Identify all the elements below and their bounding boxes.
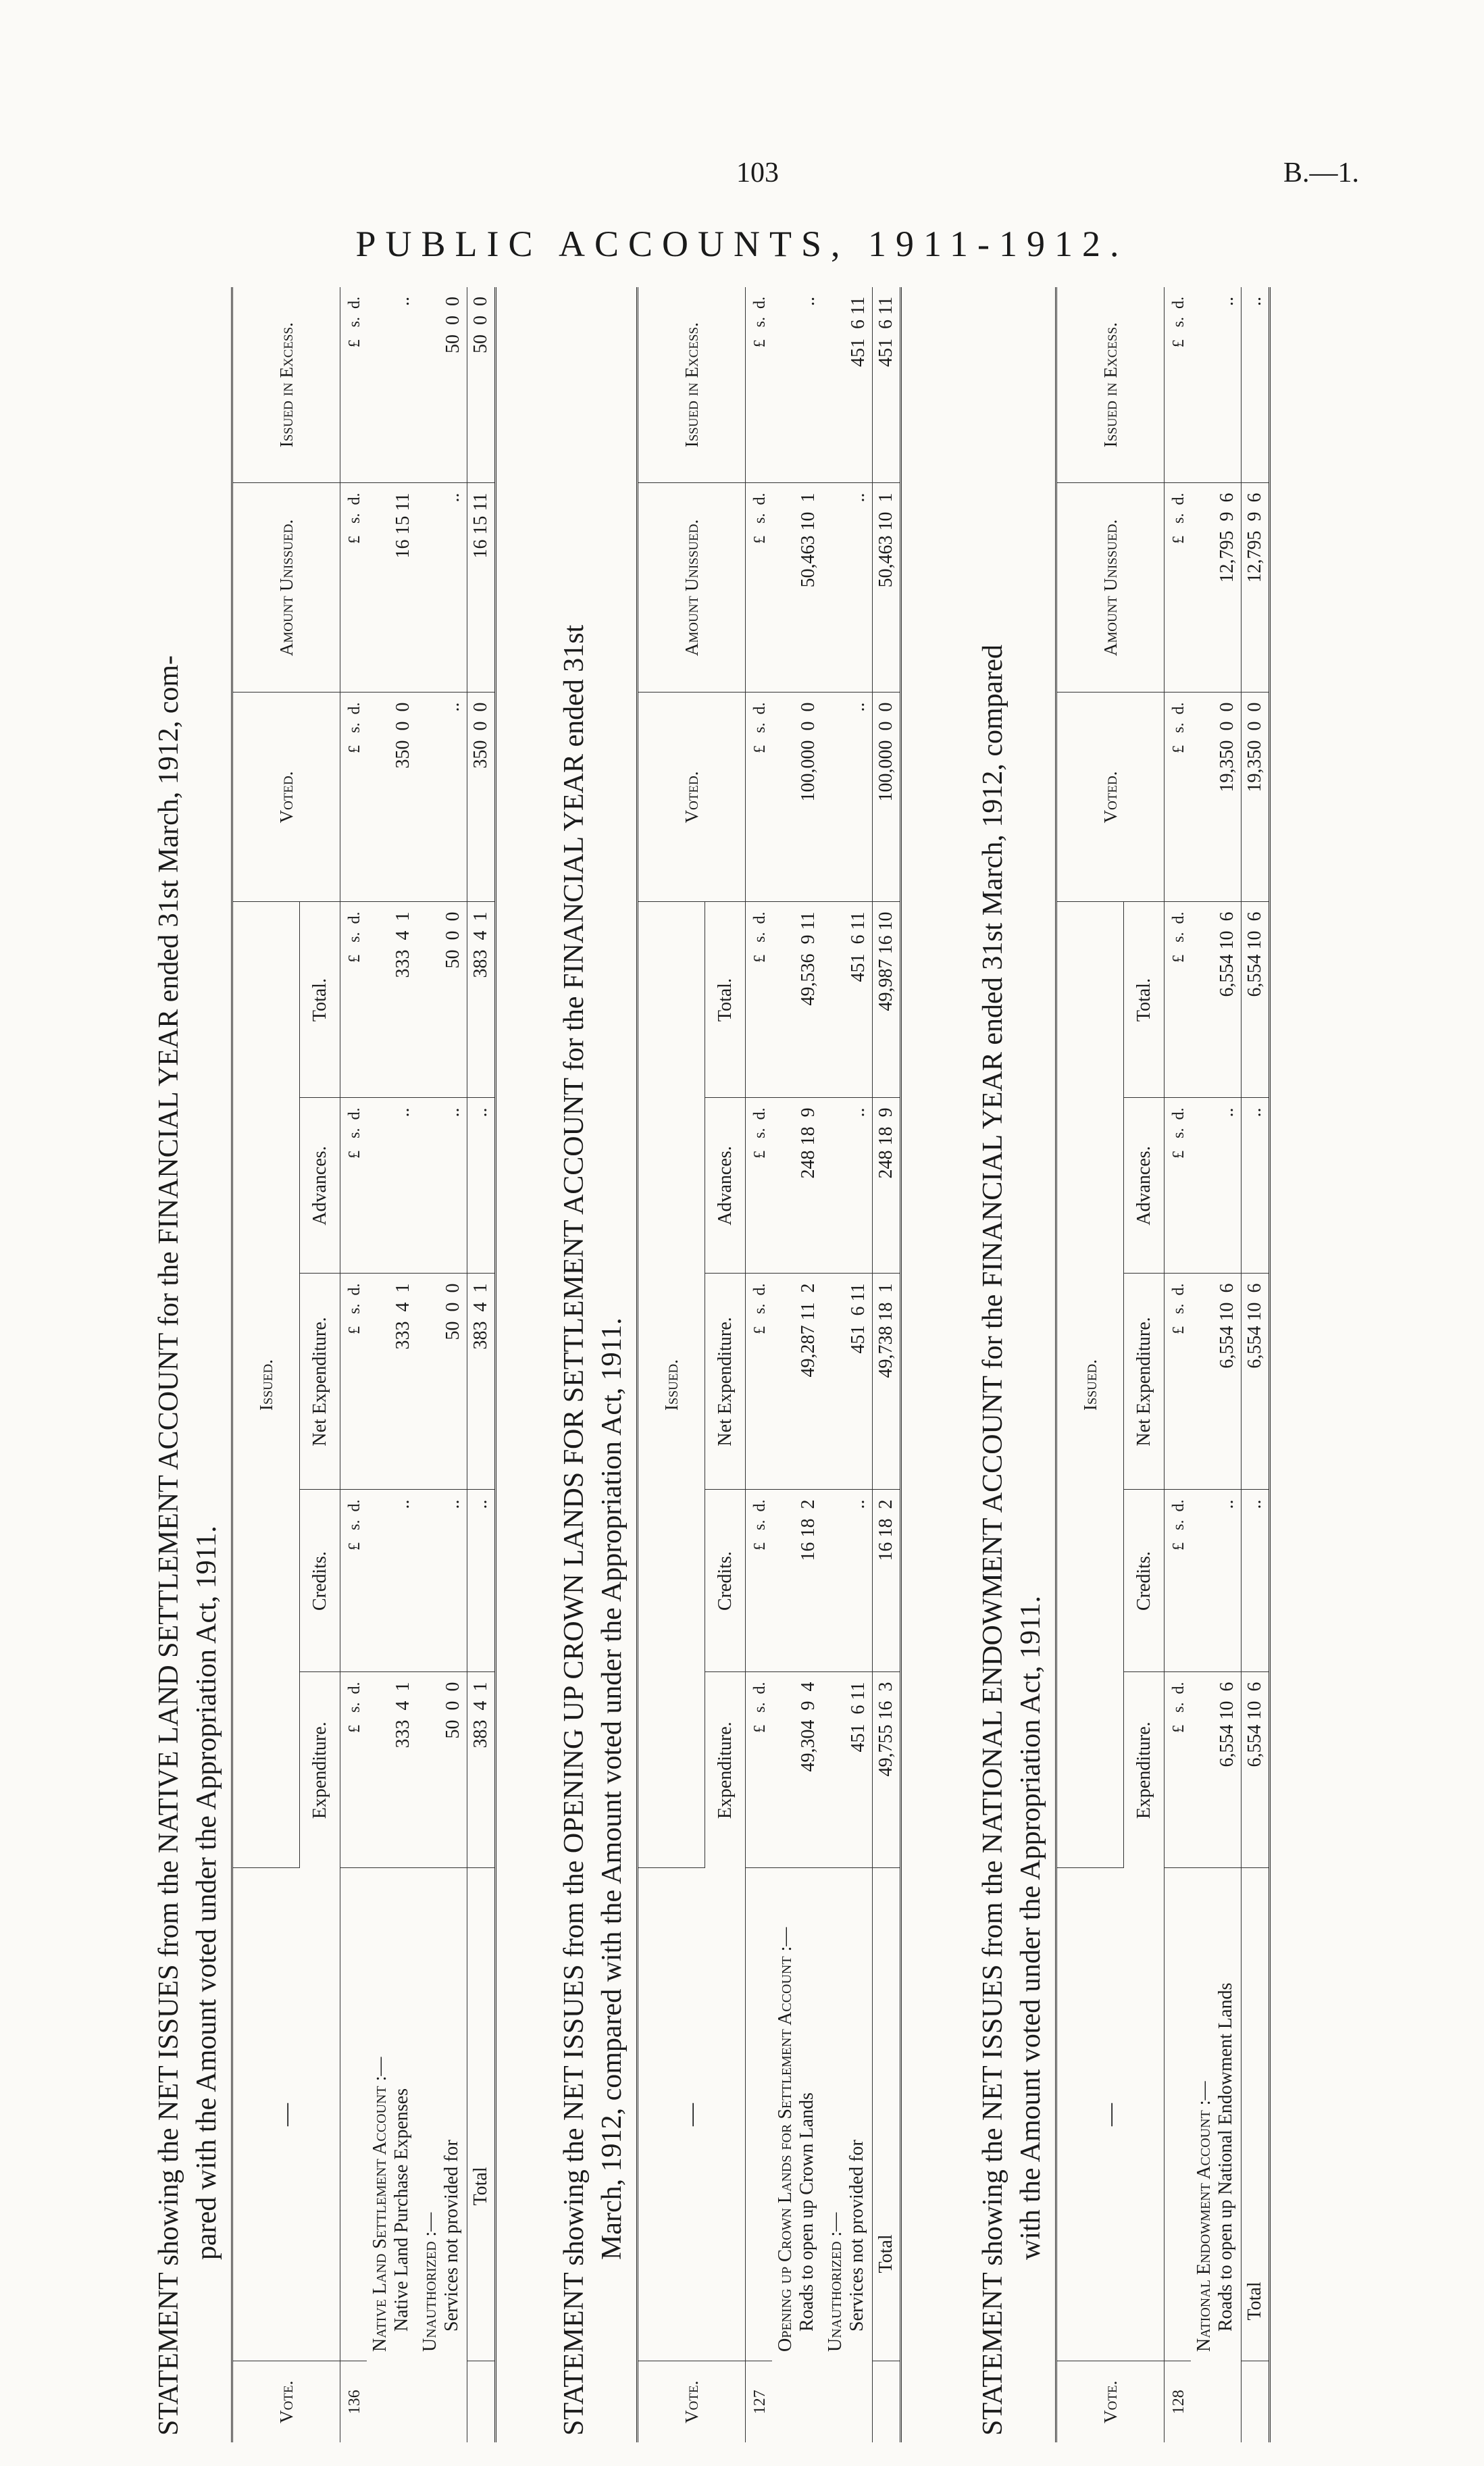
cell-credits: .. [467,1490,496,1672]
col-voted: Voted. [1056,693,1165,902]
col-vote: Vote. [232,2361,340,2442]
total-label: Total [467,1868,496,2361]
cell-credits: 16 18 2 [772,1490,822,1672]
cell-net-expenditure: 50 0 0 [417,1274,467,1490]
units-label: £ s. d. [340,1274,367,1490]
units-label: £ s. d. [1165,902,1192,1098]
cell-voted: 100,000 0 0 [873,693,901,902]
col-advances: Advances. [300,1098,340,1274]
col-credits: Credits. [300,1490,340,1672]
cell-amount-unissued: .. [417,483,467,693]
statement-title [150,260,226,2442]
col-total: Total. [300,902,340,1098]
col-expenditure: Expenditure. [300,1672,340,1868]
cell-advances: 248 18 9 [772,1098,822,1274]
row-heading: Opening up Crown Lands for Settlement Account :— [775,1927,796,2352]
cell-voted: 350 0 0 [367,693,417,902]
cell-expenditure: 49,755 16 3 [873,1672,901,1868]
units-label: £ s. d. [1165,483,1192,693]
statement-title-line2: March, 1912, compared with the Amount voted under the Appropriation Act, 1911. [596,1317,628,2260]
cell-voted: 100,000 0 0 [772,693,822,902]
cell-credits: .. [1191,1490,1242,1672]
vote-number: 127 [751,2390,769,2415]
col-issued-in-excess: Issued in Excess. [1056,287,1165,483]
cell-advances: .. [1242,1098,1270,1274]
cell-net-expenditure: 49,738 18 1 [873,1274,901,1490]
table-row [1191,287,1242,2442]
cell-expenditure: 451 6 11 [822,1672,873,1868]
col-voted: Voted. [638,693,746,902]
cell-net-expenditure: 49,287 11 2 [772,1274,822,1490]
cell-total: 6,554 10 6 [1242,902,1270,1098]
cell-voted: 19,350 0 0 [1191,693,1242,902]
statement-title-line1: STATEMENT showing the NET ISSUES from the NATIVE LAND SETTLEMENT ACCOUNT for the FINANCIAL YEAR ended 31st March, 1912, com- [153,655,184,2436]
total-row [467,287,496,2442]
col-description: — [1056,1868,1165,2361]
statement-title-line2: pared with the Amount voted under the Appropriation Act, 1911. [191,1526,222,2260]
cell-expenditure: 50 0 0 [417,1672,467,1868]
cell-net-expenditure: 333 4 1 [367,1274,417,1490]
row-heading: National Endowment Account :— [1194,2081,1214,2352]
statement-native-land-settlement [150,260,491,2442]
statement-title [974,260,1050,2442]
cell-advances: 248 18 9 [873,1098,901,1274]
col-description: — [638,1868,746,2361]
col-issued: Issued. [638,902,705,1868]
cell-total: 333 4 1 [367,902,417,1098]
col-credits: Credits. [1124,1490,1165,1672]
total-row [1242,287,1270,2442]
col-voted: Voted. [232,693,340,902]
cell-issued-in-excess: 451 6 11 [873,287,901,483]
table-row [417,287,467,2442]
page-number: 103 [736,157,779,188]
col-amount-unissued: Amount Unissued. [232,483,340,693]
statement-table [231,287,496,2442]
col-net-expenditure: Net Expenditure. [1124,1274,1165,1490]
units-label: £ s. d. [340,1672,367,1868]
cell-advances: .. [467,1098,496,1274]
cell-total: 50 0 0 [417,902,467,1098]
cell-credits: .. [822,1490,873,1672]
total-label: Total [873,1868,901,2361]
cell-total: 49,987 16 10 [873,902,901,1098]
cell-total: 6,554 10 6 [1191,902,1242,1098]
row-heading: Native Land Settlement Account :— [369,2057,390,2352]
cell-amount-unissued: .. [822,483,873,693]
units-label: £ s. d. [340,483,367,693]
units-label: £ s. d. [746,1490,773,1672]
col-expenditure: Expenditure. [1124,1672,1165,1868]
cell-advances: .. [367,1098,417,1274]
units-label: £ s. d. [1165,693,1192,902]
cell-net-expenditure: 6,554 10 6 [1242,1274,1270,1490]
cell-net-expenditure: 451 6 11 [822,1274,873,1490]
cell-total: 451 6 11 [822,902,873,1098]
cell-expenditure: 333 4 1 [367,1672,417,1868]
cell-issued-in-excess: 451 6 11 [822,287,873,483]
statement-table [1055,287,1271,2442]
units-label: £ s. d. [746,1672,773,1868]
row-label: Roads to open up Crown Lands [796,2092,817,2332]
cell-issued-in-excess: .. [1242,287,1270,483]
units-label: £ s. d. [746,1274,773,1490]
col-amount-unissued: Amount Unissued. [1056,483,1165,693]
col-issued: Issued. [232,902,300,1868]
statement-national-endowment [974,260,1265,2442]
statement-title-line2: with the Amount voted under the Appropriation Act, 1911. [1015,1596,1046,2260]
cell-issued-in-excess: .. [1191,287,1242,483]
statement-opening-up-crown-lands [555,260,896,2442]
vote-number: 136 [346,2390,363,2415]
cell-issued-in-excess: 50 0 0 [467,287,496,483]
units-label: £ s. d. [1165,287,1192,483]
col-issued-in-excess: Issued in Excess. [232,287,340,483]
cell-amount-unissued: 12,795 9 6 [1242,483,1270,693]
cell-total: 383 4 1 [467,902,496,1098]
statement-title-line1: STATEMENT showing the NET ISSUES from the NATIONAL ENDOWMENT ACCOUNT for the FINANCIAL YEAR ended 31st March, 1912, compared [977,645,1008,2436]
row-label: Native Land Purchase Expenses [391,2088,412,2332]
cell-amount-unissued: 16 15 11 [467,483,496,693]
statement-title-line1: STATEMENT showing the NET ISSUES from the OPENING UP CROWN LANDS FOR SETTLEMENT ACCOUNT for the FINANCIAL YEAR ended 31st [559,624,590,2436]
col-vote: Vote. [1056,2361,1165,2442]
cell-expenditure: 6,554 10 6 [1242,1672,1270,1868]
cell-net-expenditure: 6,554 10 6 [1191,1274,1242,1490]
cell-credits: .. [1242,1490,1270,1672]
table-row [822,287,873,2442]
statement-title [555,260,631,2442]
units-label: £ s. d. [340,902,367,1098]
cell-amount-unissued: 50,463 10 1 [772,483,822,693]
rotated-statements [150,260,1352,2442]
total-row [873,287,901,2442]
row-heading: Unauthorized :— [825,2212,846,2352]
col-expenditure: Expenditure. [705,1672,746,1868]
units-label: £ s. d. [746,287,773,483]
cell-advances: .. [1191,1098,1242,1274]
units-label: £ s. d. [1165,1098,1192,1274]
cell-issued-in-excess: .. [367,287,417,483]
statement-table [636,287,902,2442]
cell-advances: .. [822,1098,873,1274]
col-total: Total. [1124,902,1165,1098]
cell-issued-in-excess: .. [772,287,822,483]
cell-amount-unissued: 50,463 10 1 [873,483,901,693]
units-label: £ s. d. [1165,1274,1192,1490]
cell-advances: .. [417,1098,467,1274]
col-credits: Credits. [705,1490,746,1672]
col-net-expenditure: Net Expenditure. [300,1274,340,1490]
cell-voted: 19,350 0 0 [1242,693,1270,902]
cell-expenditure: 49,304 9 4 [772,1672,822,1868]
row-label: Roads to open up National Endowment Lands [1215,1982,1236,2332]
cell-expenditure: 383 4 1 [467,1672,496,1868]
cell-voted: .. [822,693,873,902]
total-label: Total [1242,1868,1270,2361]
units-label: £ s. d. [340,693,367,902]
col-issued: Issued. [1056,902,1124,1868]
cell-credits: .. [417,1490,467,1672]
cell-voted: .. [417,693,467,902]
col-issued-in-excess: Issued in Excess. [638,287,746,483]
units-label: £ s. d. [340,1490,367,1672]
col-description: — [232,1868,340,2361]
cell-amount-unissued: 12,795 9 6 [1191,483,1242,693]
row-label: Services not provided for [846,2140,867,2332]
col-advances: Advances. [1124,1098,1165,1274]
units-label: £ s. d. [1165,1490,1192,1672]
col-net-expenditure: Net Expenditure. [705,1274,746,1490]
vote-number: 128 [1170,2390,1187,2415]
cell-credits: 16 18 2 [873,1490,901,1672]
units-label: £ s. d. [746,1098,773,1274]
units-label: £ s. d. [746,483,773,693]
table-row [772,287,822,2442]
col-total: Total. [705,902,746,1098]
cell-expenditure: 6,554 10 6 [1191,1672,1242,1868]
row-label: Services not provided for [441,2140,462,2332]
cell-voted: 350 0 0 [467,693,496,902]
cell-issued-in-excess: 50 0 0 [417,287,467,483]
col-advances: Advances. [705,1098,746,1274]
running-title: PUBLIC ACCOUNTS, 1911-1912. [355,224,1129,264]
units-label: £ s. d. [340,287,367,483]
cell-net-expenditure: 383 4 1 [467,1274,496,1490]
col-vote: Vote. [638,2361,746,2442]
table-row [367,287,417,2442]
units-label: £ s. d. [746,693,773,902]
cell-total: 49,536 9 11 [772,902,822,1098]
col-amount-unissued: Amount Unissued. [638,483,746,693]
document-code: B.—1. [1283,157,1360,188]
units-label: £ s. d. [746,902,773,1098]
cell-amount-unissued: 16 15 11 [367,483,417,693]
units-label: £ s. d. [1165,1672,1192,1868]
row-heading: Unauthorized :— [419,2212,440,2352]
units-label: £ s. d. [340,1098,367,1274]
cell-credits: .. [367,1490,417,1672]
